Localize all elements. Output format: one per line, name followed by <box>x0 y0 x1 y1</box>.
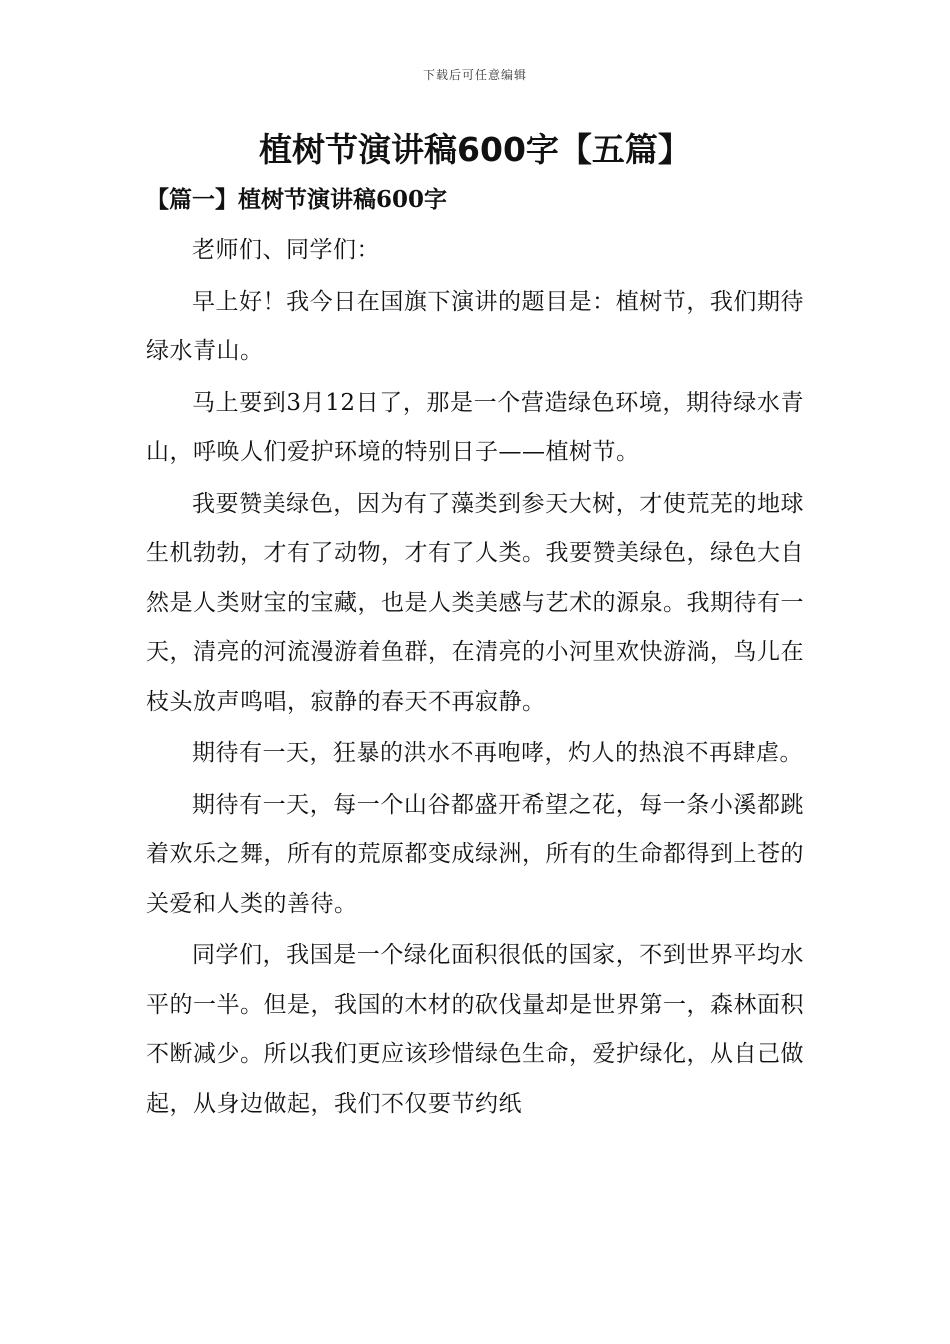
paragraph: 期待有一天，每一个山谷都盛开希望之花，每一条小溪都跳着欢乐之舞，所有的荒原都变成绿洲，所有的生命都得到上苍的关爱和人类的善待。 <box>146 791 804 917</box>
paragraph-greeting: 老师们、同学们： <box>192 237 380 263</box>
paragraph: 我要赞美绿色，因为有了藻类到参天大树，才使荒芜的地球生机勃勃，才有了动物，才有了人类。我要赞美绿色，绿色大自然是人类财宝的宝藏，也是人类美感与艺术的源泉。我期待有一天，清亮的河流漫游着鱼群，在清亮的小河里欢快游淌，鸟儿在枝头放声鸣唱，寂静的春天不再寂静。 <box>146 490 804 715</box>
document-title: 植树节演讲稿600字【五篇】 <box>259 130 691 169</box>
paragraph: 期待有一天，狂暴的洪水不再咆哮，灼人的热浪不再肆虐。 <box>192 740 803 766</box>
header-note: 下载后可任意编辑 <box>422 68 527 82</box>
paragraph: 同学们，我国是一个绿化面积很低的国家，不到世界平均水平的一半。但是，我国的木材的砍伐量却是世界第一，森林面积不断减少。所以我们更应该珍惜绿色生命，爱护绿化，从自己做起，从身边做起，我们不仅要节约纸 <box>146 942 804 1117</box>
paragraph: 早上好！我今日在国旗下演讲的题目是：植树节，我们期待绿水青山。 <box>146 288 804 364</box>
section-heading: 【篇一】植树节演讲稿600字 <box>146 186 448 213</box>
paragraph: 马上要到3月12日了，那是一个营造绿色环境，期待绿水青山，呼唤人们爱护环境的特别日子——植树节。 <box>146 389 804 465</box>
body-text <box>146 226 804 1131</box>
